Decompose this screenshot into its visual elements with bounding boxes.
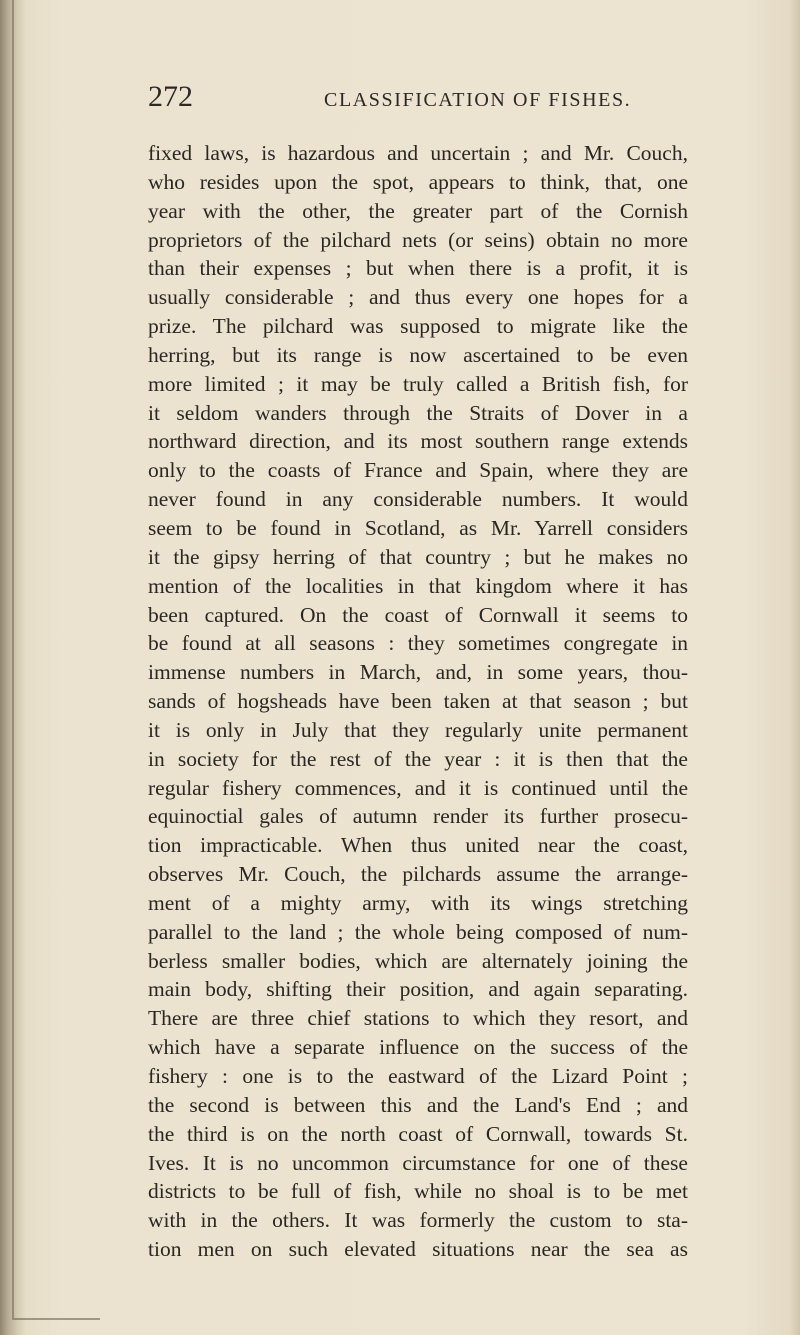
text-line: it seldom wanders through the Straits of Dover in a [148,400,688,425]
text-line: it the gipsy herring of that country ; but he makes no [148,544,689,569]
page-header [148,80,688,120]
text-line: year with the other, the greater part of the Cornish [148,198,688,223]
text-line: only to the coasts of France and Spain, where they are [148,458,688,483]
text-line: mention of the localities in that kingdom where it has [148,573,688,598]
text-line: than their expenses ; but when there is a profit, it is [148,256,688,281]
text-line: equinoctial gales of autumn render its further prosecu- [148,804,688,829]
running-head: CLASSIFICATION OF FISHES. [324,89,632,111]
text-line: ment of a mighty army, with its wings stretching [148,890,689,915]
text-line: who resides upon the spot, appears to think, that, one [148,169,688,194]
binding-edge-line [12,0,14,1320]
text-line: tion impracticable. When thus united near the coast, [148,833,689,858]
text-line: never found in any considerable numbers. It would [148,487,689,512]
text-line: been captured. On the coast of Cornwall it seems to [148,602,688,627]
text-line: immense numbers in March, and, in some years, thou- [148,660,688,685]
text-line: berless smaller bodies, which are alternately joining the [148,948,688,973]
text-line: in society for the rest of the year : it is then that the [148,746,688,771]
page-bottom-edge-line [14,1318,100,1320]
text-line: proprietors of the pilchard nets (or seins) obtain no more [148,227,688,252]
text-line: the second is between this and the Land's End ; and [148,1092,689,1117]
text-line: seem to be found in Scotland, as Mr. Yarrell considers [148,515,688,540]
text-line: main body, shifting their position, and again separating. [148,977,688,1002]
text-line: usually considerable ; and thus every one hopes for a [148,285,688,310]
text-line: more limited ; it may be truly called a British fish, for [148,371,689,396]
text-line: regular fishery commences, and it is continued until the [148,775,688,800]
text-line: northward direction, and its most southern range extends [148,429,689,454]
text-line: There are three chief stations to which they resort, and [148,1006,688,1031]
text-line: be found at all seasons : they sometimes congregate in [148,631,689,656]
text-line: with in the others. It was formerly the custom to sta- [148,1208,689,1233]
text-line: which have a separate influence on the success of the [148,1035,689,1060]
text-line: it is only in July that they regularly unite permanent [148,717,688,742]
text-line: Ives. It is no uncommon circumstance for one of these [148,1150,688,1175]
text-line: fishery : one is to the eastward of the Lizard Point ; [148,1064,689,1088]
text-line: prize. The pilchard was supposed to migrate like the [148,314,688,339]
text-line: the third is on the north coast of Cornwall, towards St. [148,1121,688,1146]
text-line: observes Mr. Couch, the pilchards assume the arrange- [148,862,689,887]
text-line: parallel to the land ; the whole being composed of num- [148,919,689,944]
text-line: sands of hogsheads have been taken at that season ; but [148,689,688,714]
text-line: tion men on such elevated situations near the sea as [148,1237,688,1262]
body-text [148,139,688,1264]
text-line: fixed laws, is hazardous and uncertain ; and Mr. Couch, [148,141,688,165]
text-line: districts to be full of fish, while no shoal is to be met [148,1179,688,1204]
text-line: herring, but its range is now ascertained to be even [148,342,688,367]
page-number: 272 [148,80,193,113]
